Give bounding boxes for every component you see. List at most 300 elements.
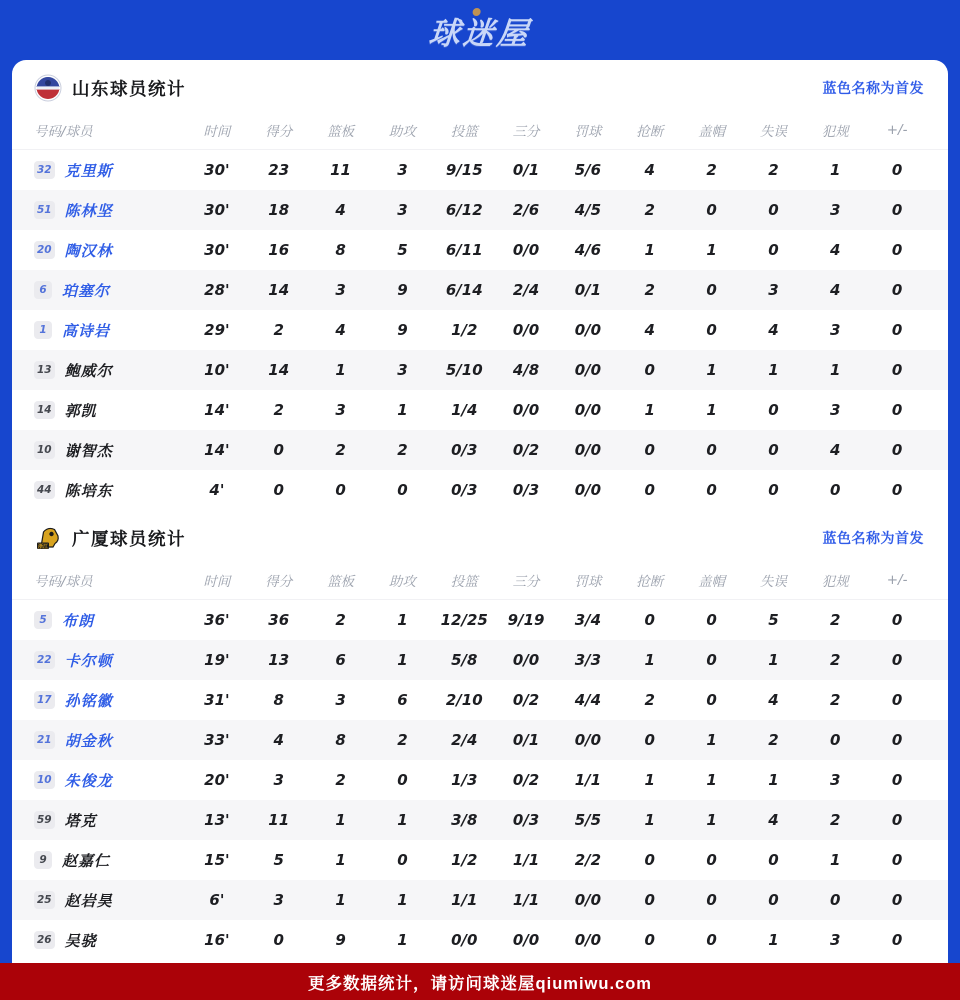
jersey-number-badge: 10 bbox=[34, 441, 55, 459]
stat-cell: 1 bbox=[644, 771, 655, 789]
stat-cell: 5/8 bbox=[451, 651, 478, 669]
stat-cell: 1 bbox=[644, 651, 655, 669]
stat-cell: 6 bbox=[397, 691, 408, 709]
player-row[interactable] bbox=[12, 190, 948, 230]
jersey-number-badge: 6 bbox=[34, 281, 52, 299]
player-name[interactable]: 陈林坚 bbox=[64, 201, 113, 220]
stat-cell: 0 bbox=[644, 851, 655, 869]
stat-cell: 36' bbox=[204, 611, 230, 629]
stat-cell: 19' bbox=[204, 651, 230, 669]
column-header-8: 抢断 bbox=[636, 123, 664, 140]
stat-cell: 1 bbox=[644, 401, 655, 419]
stat-cell: 0/0 bbox=[512, 321, 540, 339]
stat-cell: 3 bbox=[273, 771, 284, 789]
stat-cell: 1/2 bbox=[451, 321, 478, 339]
stat-cell: 6/14 bbox=[445, 281, 483, 299]
stat-cell: 0/2 bbox=[512, 771, 540, 789]
stat-cell: 0 bbox=[706, 611, 717, 629]
stat-cell: 33' bbox=[204, 731, 230, 749]
stat-cell: 0/0 bbox=[512, 931, 540, 949]
stat-cell: 1 bbox=[706, 361, 717, 379]
stat-cell: 2 bbox=[335, 611, 346, 629]
stat-cell: 1/3 bbox=[451, 771, 478, 789]
stat-cell: 0 bbox=[891, 651, 903, 669]
player-name[interactable]: 布朗 bbox=[62, 611, 95, 630]
brand-dot-icon bbox=[472, 8, 481, 16]
stat-cell: 3 bbox=[830, 201, 841, 219]
stat-cell: 3 bbox=[335, 691, 346, 709]
column-header-9: 盖帽 bbox=[698, 123, 726, 140]
stat-cell: 1 bbox=[335, 811, 346, 829]
player-row[interactable] bbox=[12, 680, 948, 720]
footer-link[interactable]: 更多数据统计，请访问球迷屋qiumiwu.com bbox=[308, 974, 652, 993]
stat-cell: 1 bbox=[397, 401, 408, 419]
stat-cell: 0 bbox=[644, 441, 655, 459]
stat-cell: 0 bbox=[891, 361, 903, 379]
stat-cell: 1 bbox=[644, 811, 655, 829]
stat-cell: 1 bbox=[768, 931, 779, 949]
player-name[interactable]: 珀塞尔 bbox=[62, 281, 111, 300]
stat-cell: 2 bbox=[830, 691, 841, 709]
stat-cell: 2 bbox=[335, 771, 346, 789]
stat-cell: 0 bbox=[830, 731, 841, 749]
stat-cell: 5 bbox=[397, 241, 408, 259]
player-row[interactable] bbox=[12, 270, 948, 310]
stat-cell: 13 bbox=[268, 651, 290, 669]
stat-cell: 0/0 bbox=[574, 321, 602, 339]
player-cell bbox=[34, 240, 186, 261]
stat-cell: 16 bbox=[268, 241, 290, 259]
stat-cell: 0/1 bbox=[574, 281, 602, 299]
stat-cell: 0 bbox=[891, 851, 903, 869]
player-name[interactable]: 谢智杰 bbox=[64, 441, 113, 460]
brand-text: 球迷屋 bbox=[427, 15, 533, 51]
column-header-12: +/- bbox=[886, 121, 908, 138]
stat-cell: 2 bbox=[830, 811, 841, 829]
column-header-10: 失误 bbox=[759, 123, 787, 140]
player-cell bbox=[34, 200, 186, 221]
stat-cell: 0 bbox=[335, 481, 346, 499]
stat-cell: 0/3 bbox=[512, 811, 540, 829]
footer-bar bbox=[0, 963, 960, 1000]
player-cell bbox=[34, 320, 186, 341]
player-row[interactable] bbox=[12, 800, 948, 840]
stat-cell: 3 bbox=[335, 401, 346, 419]
stat-cell: 5/6 bbox=[574, 161, 602, 179]
stat-cell: 2 bbox=[644, 281, 655, 299]
stat-cell: 9 bbox=[397, 321, 408, 339]
player-row[interactable] bbox=[12, 760, 948, 800]
stat-cell: 3 bbox=[830, 771, 841, 789]
player-name[interactable]: 鲍威尔 bbox=[64, 361, 113, 380]
stat-cell: 4 bbox=[768, 691, 779, 709]
stat-cell: 20' bbox=[204, 771, 230, 789]
stat-cell: 1 bbox=[830, 851, 841, 869]
stat-cell: 0/0 bbox=[451, 931, 478, 949]
stat-cell: 18 bbox=[268, 201, 290, 219]
stat-cell: 3 bbox=[397, 161, 408, 179]
player-name[interactable]: 朱俊龙 bbox=[64, 771, 113, 790]
stat-cell: 1 bbox=[397, 891, 408, 909]
player-name[interactable]: 赵岩昊 bbox=[64, 891, 113, 910]
stat-cell: 6/12 bbox=[445, 201, 483, 219]
stat-cell: 1/1 bbox=[512, 851, 540, 869]
stat-cell: 1 bbox=[830, 161, 841, 179]
jersey-number-badge: 13 bbox=[34, 361, 55, 379]
stat-cell: 0 bbox=[644, 481, 655, 499]
stat-cell: 16' bbox=[204, 931, 230, 949]
section-title: 山东球员统计 bbox=[72, 78, 186, 99]
stat-cell: 3/4 bbox=[574, 611, 602, 629]
stat-cell: 1 bbox=[397, 651, 408, 669]
stat-cell: 6' bbox=[209, 891, 225, 909]
guangsha-team-logo-icon bbox=[34, 524, 62, 552]
stat-cell: 0 bbox=[397, 481, 408, 499]
stat-cell: 0 bbox=[706, 441, 717, 459]
column-header-8: 抢断 bbox=[636, 573, 664, 590]
stat-cell: 0 bbox=[768, 401, 779, 419]
stat-cell: 4 bbox=[644, 321, 655, 339]
stat-cell: 4' bbox=[209, 481, 225, 499]
stat-cell: 1 bbox=[335, 891, 346, 909]
player-cell bbox=[34, 930, 186, 951]
stat-cell: 0 bbox=[706, 321, 717, 339]
stat-cell: 1 bbox=[830, 361, 841, 379]
stat-cell: 0 bbox=[891, 891, 903, 909]
stat-cell: 2 bbox=[768, 731, 779, 749]
stat-cell: 4 bbox=[830, 281, 841, 299]
player-cell bbox=[34, 610, 186, 631]
player-cell bbox=[34, 890, 186, 911]
stat-cell: 0/1 bbox=[512, 161, 540, 179]
jersey-number-badge: 59 bbox=[34, 811, 55, 829]
jersey-number-badge: 1 bbox=[34, 321, 52, 339]
column-header-2: 得分 bbox=[265, 573, 293, 590]
stat-cell: 0 bbox=[768, 891, 779, 909]
player-row[interactable] bbox=[12, 390, 948, 430]
stat-cell: 1 bbox=[335, 851, 346, 869]
stat-cell: 2 bbox=[830, 651, 841, 669]
stat-cell: 1 bbox=[397, 811, 408, 829]
stat-cell: 5/5 bbox=[574, 811, 602, 829]
stat-cell: 0 bbox=[891, 281, 903, 299]
player-name[interactable]: 卡尔顿 bbox=[64, 651, 113, 670]
stats-card bbox=[12, 60, 948, 963]
stat-cell: 3 bbox=[768, 281, 779, 299]
column-header-row bbox=[12, 110, 948, 150]
stat-cell: 0/0 bbox=[574, 891, 602, 909]
jersey-number-badge: 21 bbox=[34, 731, 55, 749]
player-name[interactable]: 高诗岩 bbox=[62, 321, 111, 340]
column-header-12: +/- bbox=[886, 571, 908, 588]
jersey-number-badge: 20 bbox=[34, 241, 55, 259]
stat-cell: 2 bbox=[335, 441, 346, 459]
stat-cell: 0 bbox=[891, 441, 903, 459]
stat-cell: 23 bbox=[268, 161, 290, 179]
player-name[interactable]: 郭凯 bbox=[64, 401, 97, 420]
player-row[interactable] bbox=[12, 880, 948, 920]
player-row[interactable] bbox=[12, 150, 948, 190]
stat-cell: 0 bbox=[891, 241, 903, 259]
stat-cell: 0 bbox=[891, 201, 903, 219]
stat-cell: 1 bbox=[706, 731, 717, 749]
stat-cell: 8 bbox=[335, 241, 346, 259]
player-row[interactable] bbox=[12, 840, 948, 880]
stat-cell: 8 bbox=[335, 731, 346, 749]
column-header-0: 号码/球员 bbox=[34, 123, 93, 140]
stat-cell: 0 bbox=[397, 771, 408, 789]
stat-cell: 0 bbox=[644, 611, 655, 629]
stat-cell: 13' bbox=[204, 811, 230, 829]
player-name[interactable]: 胡金秋 bbox=[64, 731, 113, 750]
stat-cell: 3 bbox=[335, 281, 346, 299]
stat-cell: 2/6 bbox=[512, 201, 540, 219]
stat-cell: 3 bbox=[830, 401, 841, 419]
player-cell bbox=[34, 400, 186, 421]
stat-cell: 0 bbox=[644, 931, 655, 949]
stat-cell: 1 bbox=[644, 241, 655, 259]
stat-cell: 2 bbox=[644, 201, 655, 219]
stat-cell: 0 bbox=[644, 361, 655, 379]
stat-cell: 3 bbox=[273, 891, 284, 909]
jersey-number-badge: 44 bbox=[34, 481, 55, 499]
stat-cell: 0 bbox=[768, 481, 779, 499]
stat-cell: 0 bbox=[830, 891, 841, 909]
stat-cell: 0 bbox=[397, 851, 408, 869]
player-row[interactable] bbox=[12, 920, 948, 960]
stat-cell: 0/0 bbox=[574, 401, 602, 419]
stat-cell: 2 bbox=[273, 321, 284, 339]
stat-cell: 4 bbox=[830, 241, 841, 259]
player-name[interactable]: 吴骁 bbox=[64, 931, 97, 950]
stat-cell: 0/0 bbox=[512, 651, 540, 669]
stat-cell: 1 bbox=[706, 241, 717, 259]
jersey-number-badge: 22 bbox=[34, 651, 55, 669]
stat-cell: 2 bbox=[830, 611, 841, 629]
jersey-number-badge: 5 bbox=[34, 611, 52, 629]
stat-cell: 0 bbox=[706, 851, 717, 869]
column-header-row bbox=[12, 560, 948, 600]
stat-cell: 0 bbox=[273, 931, 284, 949]
stat-cell: 0/0 bbox=[574, 731, 602, 749]
section-title: 广厦球员统计 bbox=[72, 528, 186, 549]
player-row[interactable] bbox=[12, 640, 948, 680]
stat-cell: 8 bbox=[273, 691, 284, 709]
column-header-3: 篮板 bbox=[327, 573, 355, 590]
shandong-team-logo-icon bbox=[34, 74, 62, 102]
stat-cell: 0 bbox=[273, 441, 284, 459]
column-header-1: 时间 bbox=[203, 123, 231, 140]
shandong-stats-section bbox=[12, 60, 948, 510]
stat-cell: 1 bbox=[768, 361, 779, 379]
stat-cell: 10' bbox=[204, 361, 230, 379]
stat-cell: 0 bbox=[891, 731, 903, 749]
stat-cell: 0 bbox=[768, 201, 779, 219]
stat-cell: 2 bbox=[397, 731, 408, 749]
player-row[interactable] bbox=[12, 720, 948, 760]
player-cell bbox=[34, 730, 186, 751]
player-cell bbox=[34, 850, 186, 871]
stat-cell: 0/0 bbox=[574, 361, 602, 379]
stat-cell: 1 bbox=[397, 931, 408, 949]
column-header-7: 罚球 bbox=[574, 123, 602, 140]
stat-cell: 4 bbox=[644, 161, 655, 179]
column-header-7: 罚球 bbox=[574, 573, 602, 590]
jersey-number-badge: 26 bbox=[34, 931, 55, 949]
stat-cell: 2/4 bbox=[512, 281, 540, 299]
player-name[interactable]: 赵嘉仁 bbox=[62, 851, 111, 870]
stat-cell: 11 bbox=[330, 161, 351, 179]
stat-cell: 9/15 bbox=[445, 161, 483, 179]
stat-cell: 1 bbox=[768, 771, 779, 789]
starter-legend: 蓝色名称为首发 bbox=[822, 530, 924, 546]
stat-cell: 0/3 bbox=[451, 441, 478, 459]
player-name[interactable]: 塔克 bbox=[64, 811, 97, 830]
column-header-5: 投篮 bbox=[450, 573, 478, 590]
player-row[interactable] bbox=[12, 310, 948, 350]
player-row[interactable] bbox=[12, 470, 948, 510]
svg-text:浙江: 浙江 bbox=[37, 543, 49, 550]
stat-cell: 2 bbox=[706, 161, 717, 179]
column-header-11: 犯规 bbox=[821, 573, 849, 590]
stat-cell: 0 bbox=[706, 281, 717, 299]
player-row[interactable] bbox=[12, 430, 948, 470]
stat-cell: 1 bbox=[706, 811, 717, 829]
stat-cell: 5/10 bbox=[445, 361, 483, 379]
stat-cell: 2/10 bbox=[445, 691, 483, 709]
stat-cell: 9 bbox=[397, 281, 408, 299]
stat-cell: 0/3 bbox=[512, 481, 540, 499]
stat-cell: 0 bbox=[891, 321, 903, 339]
stat-cell: 15' bbox=[204, 851, 230, 869]
stat-cell: 4 bbox=[273, 731, 284, 749]
stat-cell: 29' bbox=[204, 321, 230, 339]
stat-cell: 0 bbox=[891, 161, 903, 179]
stat-cell: 4 bbox=[768, 811, 779, 829]
top-banner bbox=[0, 0, 960, 60]
player-cell bbox=[34, 770, 186, 791]
stat-cell: 0/2 bbox=[512, 691, 540, 709]
stat-cell: 4 bbox=[830, 441, 841, 459]
player-cell bbox=[34, 360, 186, 381]
column-header-10: 失误 bbox=[759, 573, 787, 590]
stat-cell: 2 bbox=[397, 441, 408, 459]
stat-cell: 3 bbox=[830, 321, 841, 339]
table-section-header bbox=[12, 60, 948, 110]
jersey-number-badge: 14 bbox=[34, 401, 55, 419]
stat-cell: 5 bbox=[768, 611, 779, 629]
brand-logo[interactable] bbox=[427, 8, 533, 53]
column-header-6: 三分 bbox=[512, 123, 540, 140]
stat-cell: 4 bbox=[768, 321, 779, 339]
stat-cell: 2 bbox=[644, 691, 655, 709]
player-cell bbox=[34, 480, 186, 501]
stat-cell: 11 bbox=[268, 811, 290, 829]
stat-cell: 1/4 bbox=[451, 401, 478, 419]
stat-cell: 4 bbox=[335, 201, 346, 219]
stat-cell: 0 bbox=[891, 611, 903, 629]
column-header-1: 时间 bbox=[203, 573, 231, 590]
jersey-number-badge: 10 bbox=[34, 771, 55, 789]
stat-cell: 0/2 bbox=[512, 441, 540, 459]
player-name[interactable]: 孙铭徽 bbox=[64, 691, 113, 710]
player-name[interactable]: 陶汉林 bbox=[64, 241, 113, 260]
jersey-number-badge: 9 bbox=[34, 851, 52, 869]
stat-cell: 4 bbox=[335, 321, 346, 339]
stat-cell: 4/5 bbox=[574, 201, 602, 219]
stat-cell: 0 bbox=[891, 771, 903, 789]
column-header-3: 篮板 bbox=[327, 123, 355, 140]
column-header-4: 助攻 bbox=[388, 123, 416, 140]
stat-cell: 3/8 bbox=[451, 811, 478, 829]
stat-cell: 0 bbox=[273, 481, 284, 499]
stat-cell: 0 bbox=[706, 651, 717, 669]
column-header-6: 三分 bbox=[512, 573, 540, 590]
stat-cell: 3 bbox=[397, 361, 408, 379]
stat-cell: 1 bbox=[706, 771, 717, 789]
stat-cell: 0 bbox=[706, 691, 717, 709]
player-cell bbox=[34, 650, 186, 671]
stat-cell: 30' bbox=[204, 241, 230, 259]
stat-cell: 14' bbox=[204, 441, 230, 459]
stat-cell: 14' bbox=[204, 401, 230, 419]
stat-cell: 14 bbox=[268, 361, 290, 379]
column-header-9: 盖帽 bbox=[698, 573, 726, 590]
stat-cell: 4/4 bbox=[574, 691, 602, 709]
stat-cell: 3 bbox=[397, 201, 408, 219]
stat-cell: 0 bbox=[891, 811, 903, 829]
column-header-2: 得分 bbox=[265, 123, 293, 140]
player-row[interactable] bbox=[12, 350, 948, 390]
column-header-0: 号码/球员 bbox=[34, 573, 93, 590]
player-cell bbox=[34, 810, 186, 831]
stat-cell: 6/11 bbox=[445, 241, 483, 259]
table-section-header bbox=[12, 510, 948, 560]
player-row[interactable] bbox=[12, 600, 948, 640]
stat-cell: 1 bbox=[397, 611, 408, 629]
stat-cell: 1 bbox=[335, 361, 346, 379]
stat-cell: 0 bbox=[891, 691, 903, 709]
player-name[interactable]: 陈培东 bbox=[64, 481, 113, 500]
stat-cell: 0/0 bbox=[574, 931, 602, 949]
stat-cell: 1/1 bbox=[512, 891, 540, 909]
stat-cell: 0 bbox=[768, 241, 779, 259]
player-cell bbox=[34, 690, 186, 711]
stat-cell: 0/1 bbox=[512, 731, 540, 749]
stat-cell: 0 bbox=[706, 481, 717, 499]
stat-cell: 2 bbox=[768, 161, 779, 179]
stat-cell: 1/2 bbox=[451, 851, 478, 869]
stat-cell: 2/2 bbox=[574, 851, 602, 869]
stat-cell: 4/8 bbox=[512, 361, 540, 379]
player-row[interactable] bbox=[12, 230, 948, 270]
stat-cell: 3/3 bbox=[574, 651, 602, 669]
stat-cell: 0 bbox=[644, 731, 655, 749]
stat-cell: 28' bbox=[204, 281, 230, 299]
starter-legend: 蓝色名称为首发 bbox=[822, 80, 924, 96]
jersey-number-badge: 25 bbox=[34, 891, 55, 909]
stat-cell: 6 bbox=[335, 651, 346, 669]
stat-cell: 0 bbox=[891, 481, 903, 499]
guangsha-stats-section bbox=[12, 510, 948, 960]
stat-cell: 30' bbox=[204, 161, 230, 179]
stat-cell: 0 bbox=[706, 891, 717, 909]
column-header-4: 助攻 bbox=[388, 573, 416, 590]
stat-cell: 0/0 bbox=[512, 241, 540, 259]
stat-cell: 2 bbox=[273, 401, 284, 419]
player-name[interactable]: 克里斯 bbox=[64, 161, 113, 180]
player-cell bbox=[34, 280, 186, 301]
